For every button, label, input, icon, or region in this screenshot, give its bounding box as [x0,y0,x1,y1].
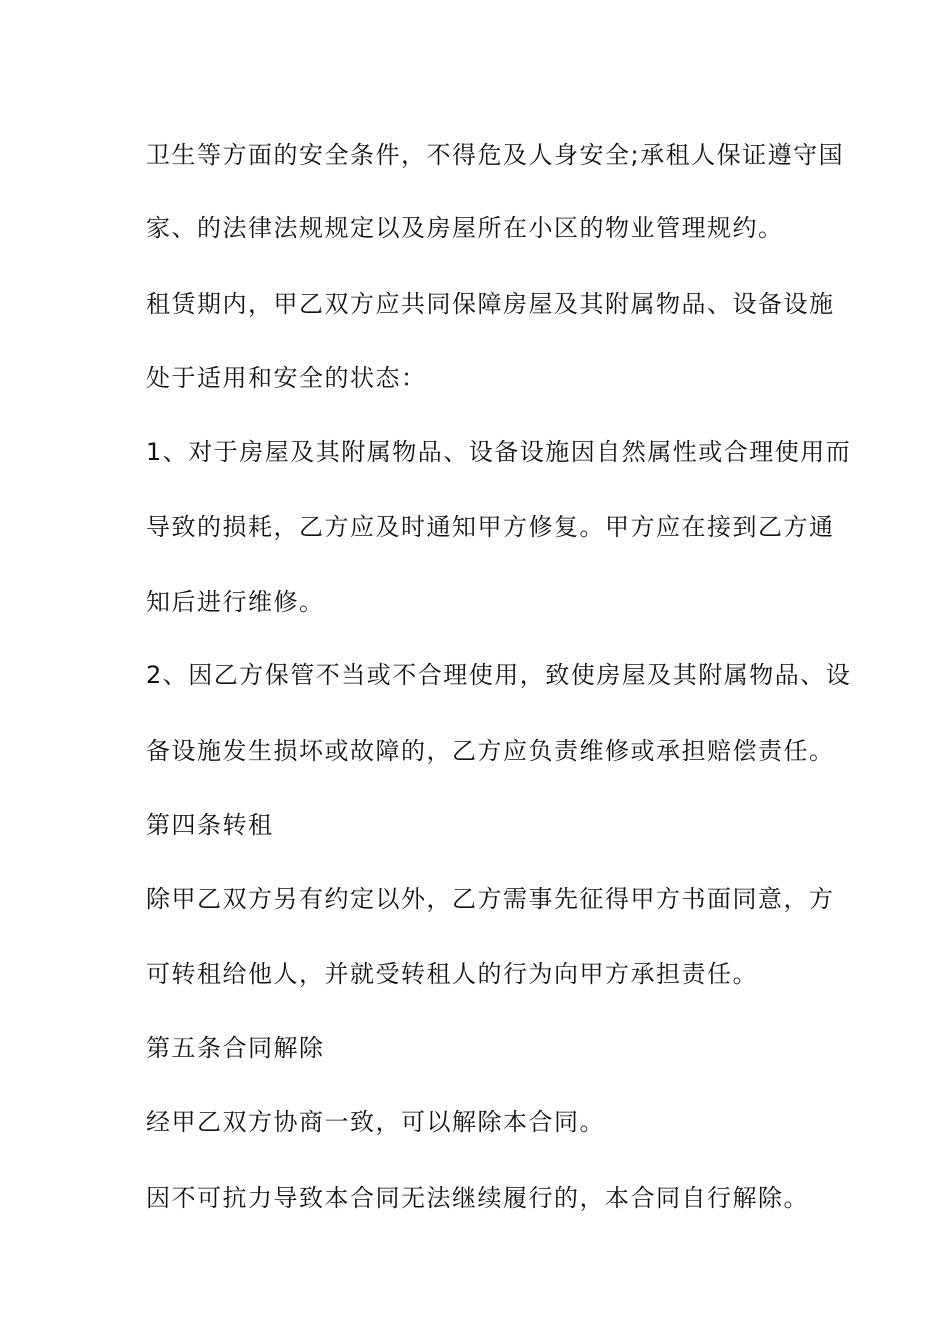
paragraph-line: 处于适用和安全的状态： [146,364,427,392]
paragraph-line: 因不可抗力导致本合同无法继续履行的，本合同自行解除。 [146,1184,809,1212]
paragraph-line: 备设施发生损坏或故障的，乙方应负责维修或承担赔偿责任。 [146,737,835,765]
section-heading: 第四条转租 [146,811,274,839]
paragraph-line: 可转租给他人，并就受转租人的行为向甲方承担责任。 [146,960,758,988]
paragraph-line: 2、因乙方保管不当或不合理使用，致使房屋及其附属物品、设 [146,661,852,689]
paragraph-line: 除甲乙双方另有约定以外，乙方需事先征得甲方书面同意，方 [146,885,835,913]
paragraph-line: 导致的损耗，乙方应及时通知甲方修复。甲方应在接到乙方通 [146,513,835,541]
paragraph-line: 租赁期内，甲乙双方应共同保障房屋及其附属物品、设备设施 [146,290,835,318]
section-heading: 第五条合同解除 [146,1034,325,1062]
paragraph-line: 知后进行维修。 [146,588,325,616]
paragraph-line: 家、的法律法规规定以及房屋所在小区的物业管理规约。 [146,214,784,242]
paragraph-line: 经甲乙双方协商一致，可以解除本合同。 [146,1108,605,1136]
paragraph-line: 1、对于房屋及其附属物品、设备设施因自然属性或合理使用而 [146,438,852,466]
paragraph-line: 卫生等方面的安全条件，不得危及人身安全;承租人保证遵守国 [146,141,845,169]
